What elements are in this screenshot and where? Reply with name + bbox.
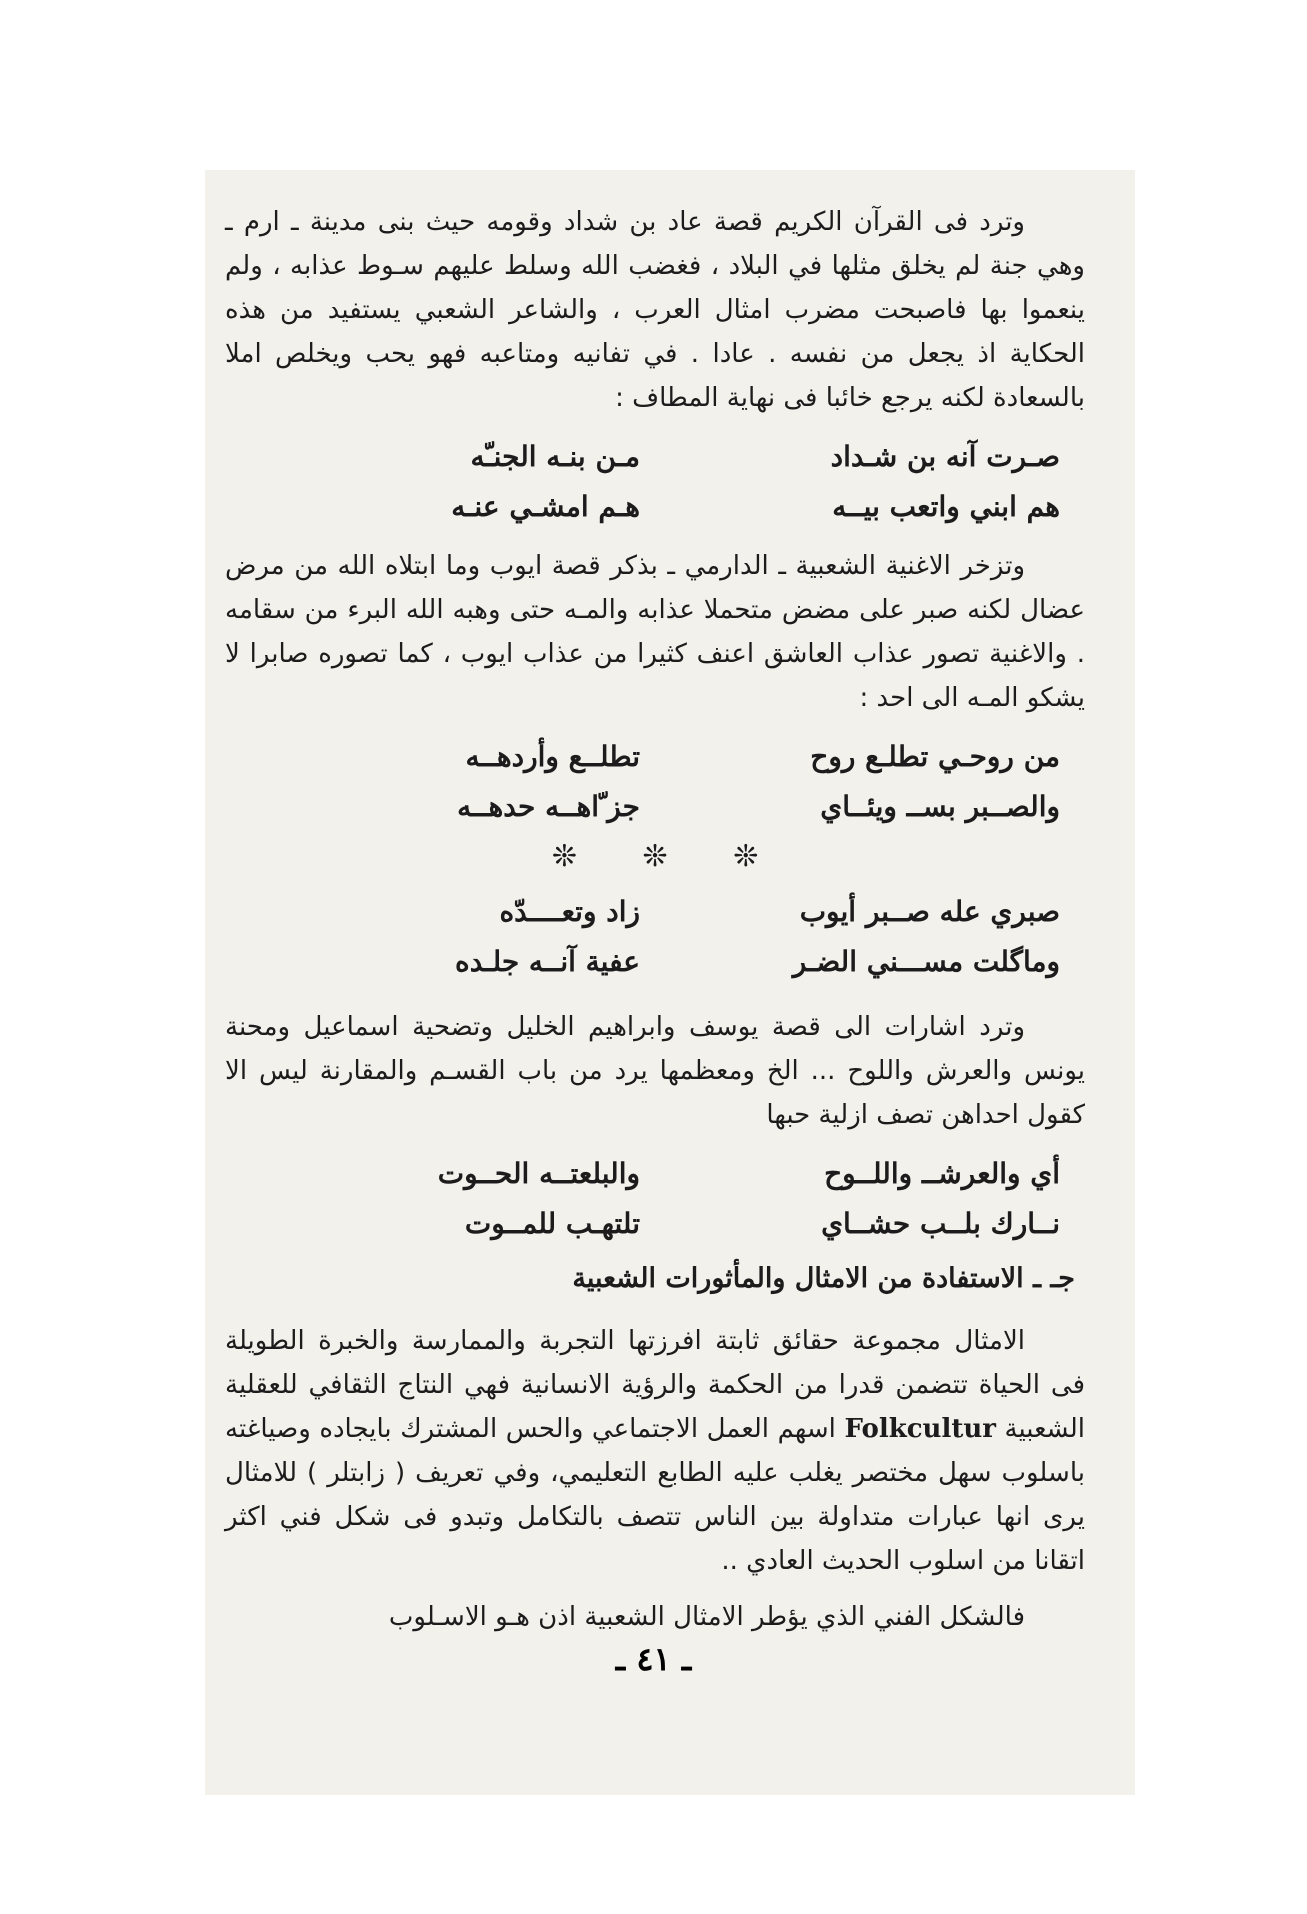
verse-second-hemistich: هـم امشـي عنـه: [451, 490, 640, 523]
paragraph-aad-ibn-shaddad: وترد فى القرآن الكريم قصة عاد بن شداد وقومه حيث بنى مدينة ـ ارم ـ وهي جنة لم يخلق مثلها في البلاد ، فغضب الله وسلط عليهم سـوط عذابه ، ولم ينعموا بها فاصبحت مضرب امثال العرب ، والشاعر الشعبي يستفيد من هذه الحكاية اذ يجعل من نفسه . عادا . في تفانيه ومتاعبه فهو يحب ويخلص املا بالسعادة لكنه يرجع خائبا فى نهاية المطاف :: [225, 207, 1085, 413]
section-divider-stars: ❊ ❊ ❊: [551, 839, 787, 874]
page-content: [225, 200, 1085, 1639]
verse-second-hemistich: عفية آنــه جلـده: [455, 945, 640, 978]
paragraph-ayyub-story: وتزخر الاغنية الشعبية ـ الدارمي ـ بذكر قصة ايوب وما ابتلاه الله من مرض عضال لكنه صبر على مضض متحملا عذابه والمـه حتى وهبه الله البرء من سقامه . والاغنية تصور عذاب العاشق اعنف كثيرا من عذاب ايوب ، كما تصوره صابرا لا يشكو المـه الى احد :: [225, 551, 1085, 713]
verse-line: [225, 432, 1085, 482]
verse-line: [225, 482, 1085, 532]
proverbs-text-part-1: الامثال مجموعة حقائق ثابتة افرزتها التجربة والممارسة والخبرة الطويلة فى الحياة تتضمن قدرا من الحكمة والرؤية الانسانية فهي النتاج الثقافي للعقلية الشعبية: [225, 1326, 1086, 1444]
verse-second-hemistich: مـن بنـه الجنـّه: [470, 440, 640, 473]
section-subheading: جـ ـ الاستفادة من الامثال والمأثورات الشعبية: [572, 1263, 1075, 1294]
verse-second-hemistich: زاد وتعــــدّه: [499, 895, 640, 928]
page-number: ـ ٤١ ـ: [615, 1640, 692, 1678]
verse-first-hemistich: أي والعرشــ واللــوح: [824, 1157, 1060, 1190]
verse-first-hemistich: نــارك بلــب حشــاي: [821, 1207, 1060, 1240]
verse-line: [225, 1199, 1085, 1249]
verse-line: [225, 732, 1085, 782]
paragraph-artistic-form: فالشكل الفني الذي يؤطر الامثال الشعبية اذن هـو الاسـلوب: [388, 1602, 1025, 1632]
proverbs-text-part-2: اسهم العمل الاجتماعي والحس المشترك بايجاده وصياغته باسلوب سهل مختصر يغلب عليه الطابع التعليمي، وفي تعريف ( زابتلر ) للامثال يرى انها عبارات متداولة بين الناس تتصف بالتكامل وتبدو فى شكل فني اكثر اتقانا من اسلوب الحديث العادي ..: [225, 1414, 1085, 1576]
paragraph-proverbs-definition: [225, 1319, 1085, 1583]
verse-second-hemistich: تطلــع وأردهــه: [465, 740, 640, 773]
verse-line: [225, 937, 1085, 987]
verse-first-hemistich: هم ابني واتعب بيــه: [832, 490, 1060, 523]
verse-line: [225, 782, 1085, 832]
paragraph-prophets-references: وترد اشارات الى قصة يوسف وابراهيم الخليل وتضحية اسماعيل ومحنة يونس والعرش واللوح ... الخ ومعظمها يرد من باب القسـم والمقارنة ليس الا كقول احداهن تصف ازلية حبها: [225, 1012, 1085, 1130]
verse-first-hemistich: وماگلت مســـني الضـر: [792, 945, 1060, 978]
verse-first-hemistich: صـرت آنه بن شـداد: [830, 440, 1060, 473]
latin-term-folkcultur: Folkcultur: [844, 1414, 996, 1444]
verse-first-hemistich: صبري عله صــبر أيوب: [799, 895, 1060, 928]
verse-second-hemistich: والبلعتــه الحــوت: [437, 1157, 640, 1190]
verse-line: [225, 887, 1085, 937]
verse-second-hemistich: جز ّاهــه حدهــه: [457, 790, 640, 823]
verse-first-hemistich: والصــبر بســ ويئــاي: [820, 790, 1060, 823]
verse-line: [225, 1149, 1085, 1199]
verse-second-hemistich: تلتهـب للمــوت: [464, 1207, 640, 1240]
verse-first-hemistich: من روحـي تطلـع روح: [810, 740, 1060, 773]
